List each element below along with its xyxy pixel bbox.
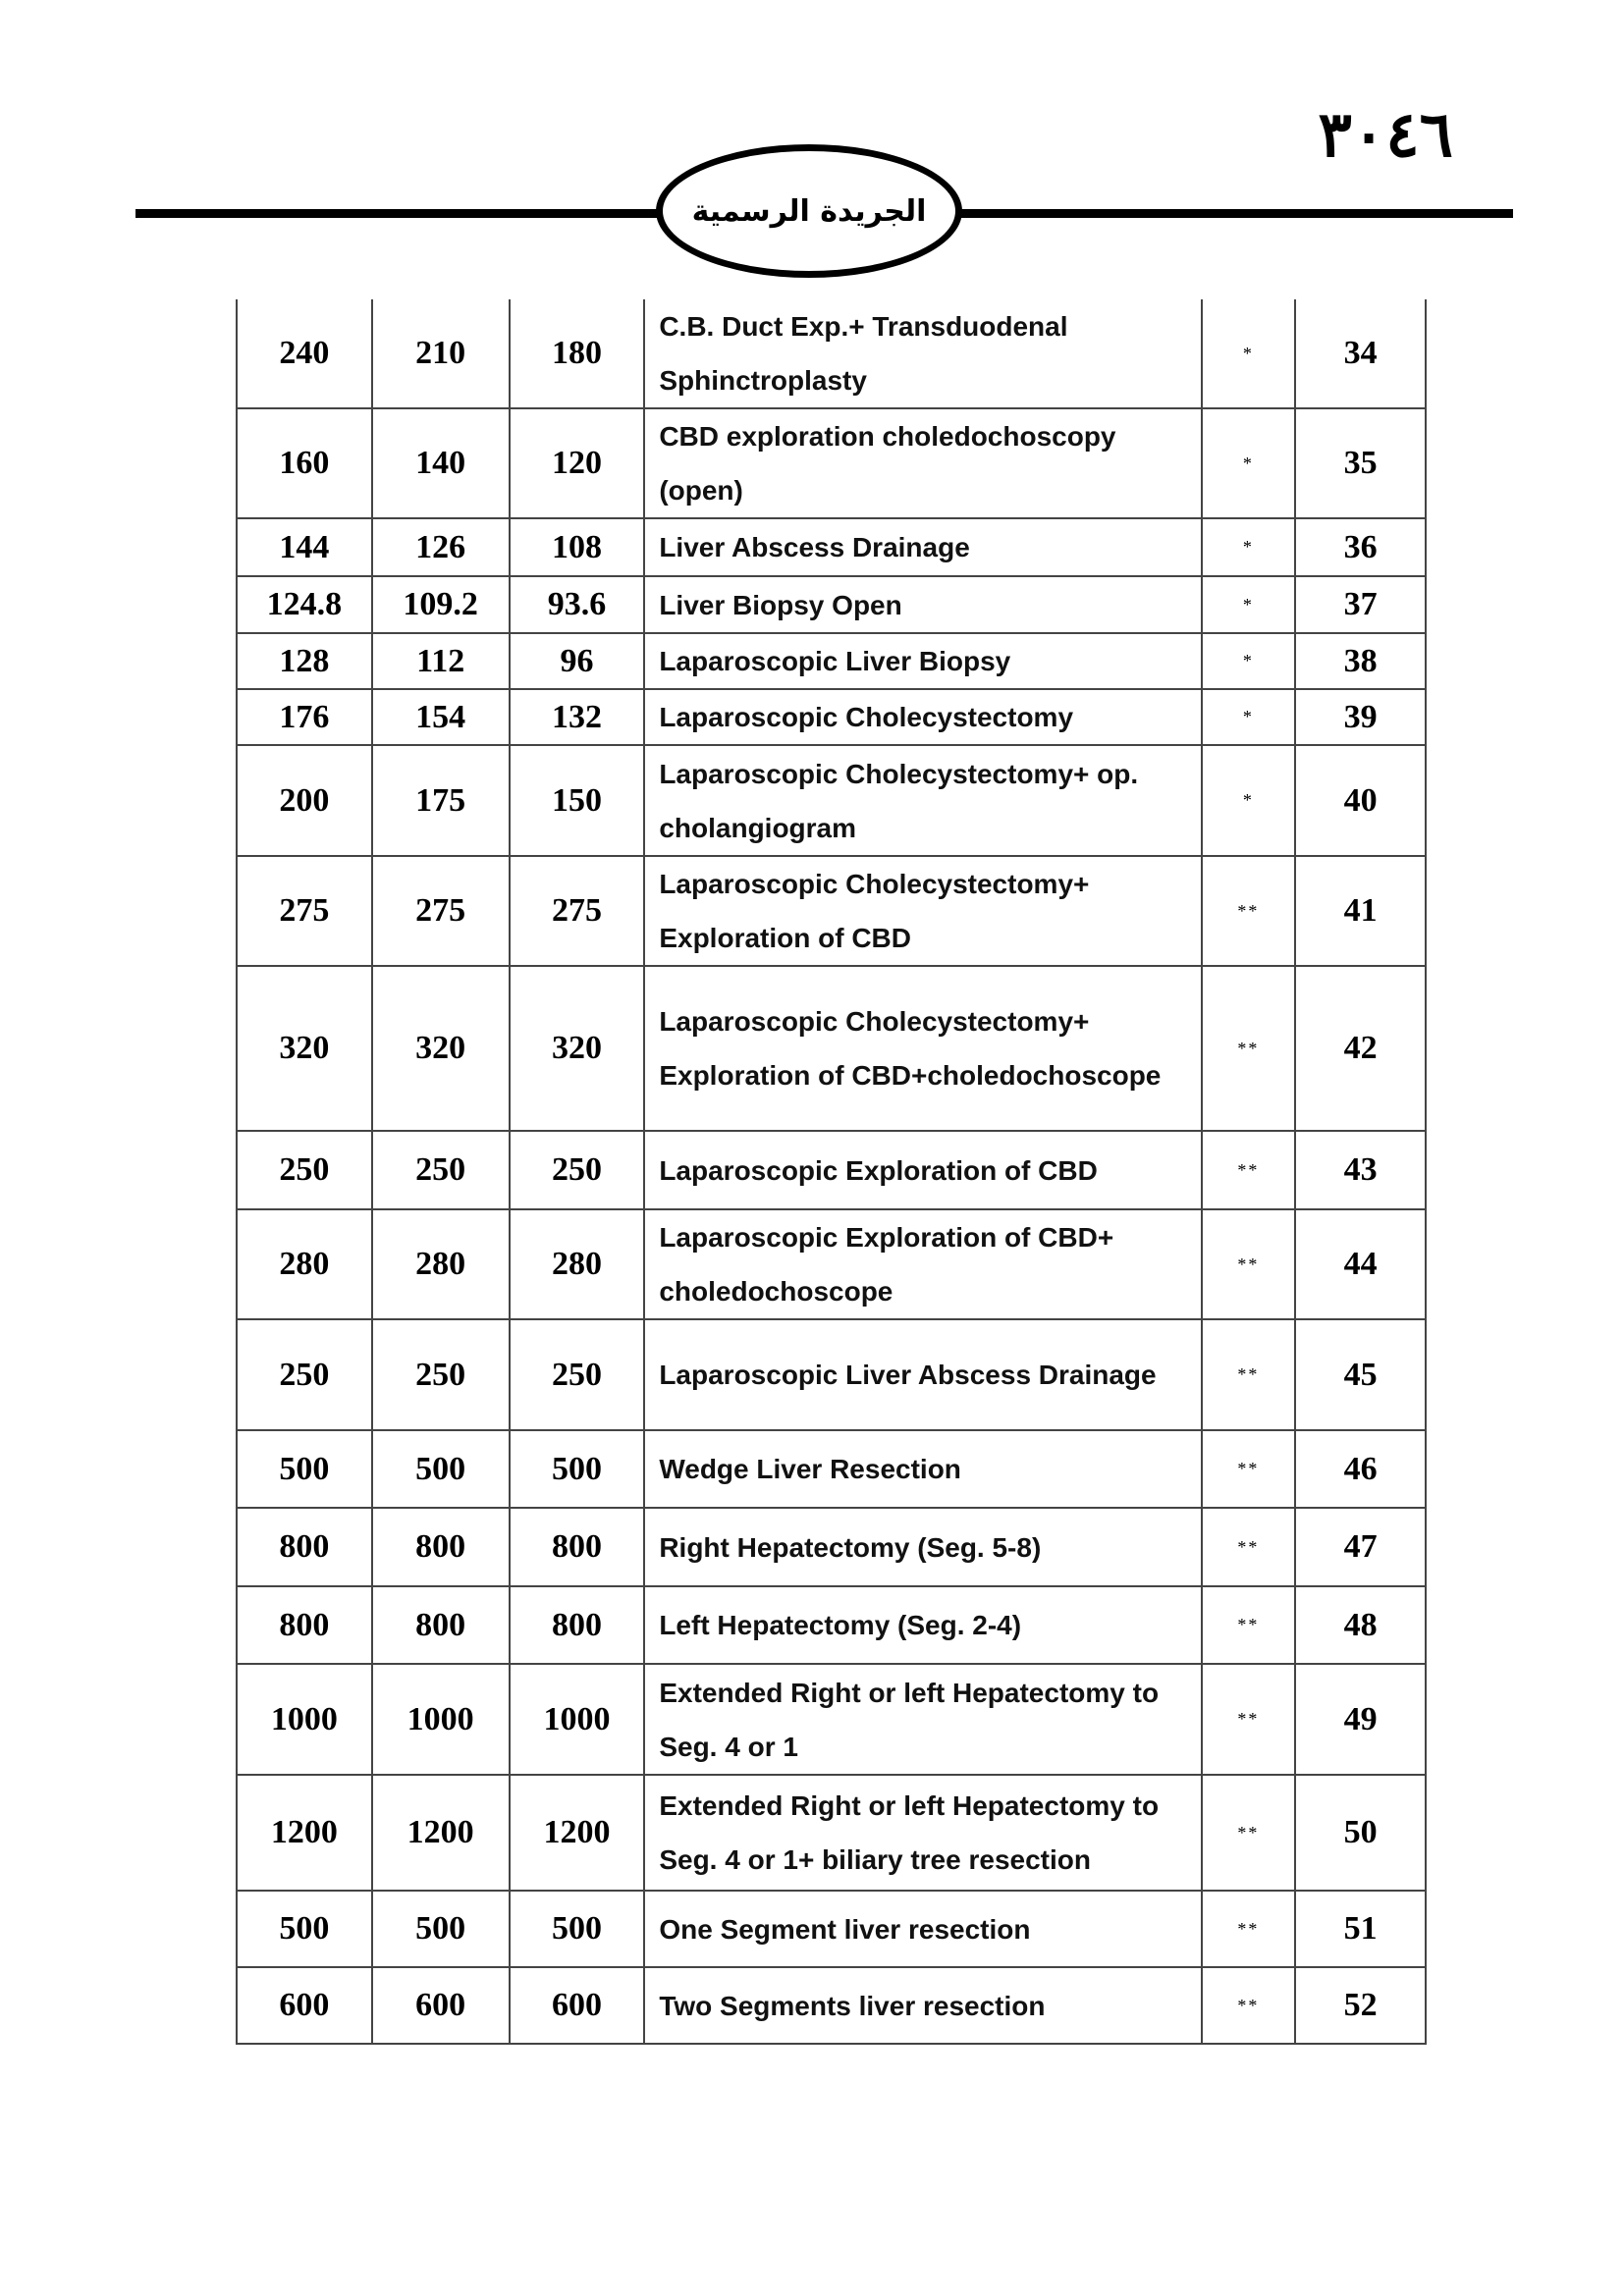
procedure-name: Liver Biopsy Open bbox=[644, 576, 1201, 633]
fee-col-3: 1000 bbox=[510, 1664, 645, 1775]
table-row bbox=[237, 408, 1426, 518]
fee-col-2: 250 bbox=[372, 1131, 510, 1209]
fee-col-3: 132 bbox=[510, 689, 645, 745]
item-number: 35 bbox=[1295, 408, 1426, 518]
fee-col-1: 124.8 bbox=[237, 576, 372, 633]
procedure-name: Extended Right or left Hepatectomy to Seg. 4 or 1+ biliary tree resection bbox=[644, 1775, 1201, 1891]
fee-col-2: 109.2 bbox=[372, 576, 510, 633]
category-mark: * bbox=[1202, 633, 1296, 689]
table-row bbox=[237, 1775, 1426, 1891]
fee-col-1: 176 bbox=[237, 689, 372, 745]
item-number: 44 bbox=[1295, 1209, 1426, 1319]
fee-col-1: 280 bbox=[237, 1209, 372, 1319]
item-number: 46 bbox=[1295, 1430, 1426, 1508]
fee-col-2: 800 bbox=[372, 1586, 510, 1664]
procedure-name: Laparoscopic Cholecystectomy+ op. cholangiogram bbox=[644, 745, 1201, 856]
fee-col-1: 600 bbox=[237, 1967, 372, 2044]
table-row bbox=[237, 1664, 1426, 1775]
item-number: 34 bbox=[1295, 299, 1426, 408]
table-row bbox=[237, 299, 1426, 408]
fee-col-2: 112 bbox=[372, 633, 510, 689]
header-rule-left bbox=[135, 209, 666, 218]
fee-col-3: 1200 bbox=[510, 1775, 645, 1891]
table-row bbox=[237, 966, 1426, 1131]
category-mark: ** bbox=[1202, 1430, 1296, 1508]
fee-col-1: 250 bbox=[237, 1131, 372, 1209]
procedure-name: Liver Abscess Drainage bbox=[644, 518, 1201, 576]
item-number: 43 bbox=[1295, 1131, 1426, 1209]
table-row bbox=[237, 633, 1426, 689]
fee-col-2: 500 bbox=[372, 1891, 510, 1967]
fee-col-2: 210 bbox=[372, 299, 510, 408]
procedure-name: CBD exploration choledochoscopy (open) bbox=[644, 408, 1201, 518]
fee-col-1: 240 bbox=[237, 299, 372, 408]
procedure-name: Extended Right or left Hepatectomy to Seg. 4 or 1 bbox=[644, 1664, 1201, 1775]
category-mark: ** bbox=[1202, 1319, 1296, 1430]
item-number: 48 bbox=[1295, 1586, 1426, 1664]
category-mark: * bbox=[1202, 689, 1296, 745]
fee-col-2: 1200 bbox=[372, 1775, 510, 1891]
fee-col-2: 500 bbox=[372, 1430, 510, 1508]
category-mark: ** bbox=[1202, 1891, 1296, 1967]
item-number: 40 bbox=[1295, 745, 1426, 856]
gazette-title: الجريدة الرسمية bbox=[691, 193, 927, 229]
fee-col-2: 1000 bbox=[372, 1664, 510, 1775]
procedure-name: Left Hepatectomy (Seg. 2-4) bbox=[644, 1586, 1201, 1664]
category-mark: * bbox=[1202, 299, 1296, 408]
procedure-name: Two Segments liver resection bbox=[644, 1967, 1201, 2044]
fee-col-3: 500 bbox=[510, 1430, 645, 1508]
fee-col-1: 1000 bbox=[237, 1664, 372, 1775]
fee-col-1: 500 bbox=[237, 1430, 372, 1508]
fee-col-3: 108 bbox=[510, 518, 645, 576]
category-mark: ** bbox=[1202, 856, 1296, 966]
fee-col-1: 144 bbox=[237, 518, 372, 576]
category-mark: * bbox=[1202, 408, 1296, 518]
fee-col-3: 800 bbox=[510, 1508, 645, 1586]
procedure-name: Laparoscopic Exploration of CBD bbox=[644, 1131, 1201, 1209]
fee-col-3: 150 bbox=[510, 745, 645, 856]
procedure-name: C.B. Duct Exp.+ Transduodenal Sphinctroplasty bbox=[644, 299, 1201, 408]
fee-col-2: 280 bbox=[372, 1209, 510, 1319]
procedure-name: Laparoscopic Cholecystectomy bbox=[644, 689, 1201, 745]
fee-col-1: 800 bbox=[237, 1508, 372, 1586]
fee-col-1: 1200 bbox=[237, 1775, 372, 1891]
table-row bbox=[237, 1586, 1426, 1664]
item-number: 39 bbox=[1295, 689, 1426, 745]
fees-table bbox=[236, 299, 1427, 2045]
category-mark: ** bbox=[1202, 1586, 1296, 1664]
table-row bbox=[237, 689, 1426, 745]
item-number: 50 bbox=[1295, 1775, 1426, 1891]
procedure-name: One Segment liver resection bbox=[644, 1891, 1201, 1967]
fee-col-2: 250 bbox=[372, 1319, 510, 1430]
fee-col-3: 250 bbox=[510, 1131, 645, 1209]
item-number: 49 bbox=[1295, 1664, 1426, 1775]
procedure-name: Laparoscopic Exploration of CBD+ choledochoscope bbox=[644, 1209, 1201, 1319]
category-mark: * bbox=[1202, 576, 1296, 633]
fee-col-1: 128 bbox=[237, 633, 372, 689]
category-mark: ** bbox=[1202, 966, 1296, 1131]
table-row bbox=[237, 1209, 1426, 1319]
item-number: 45 bbox=[1295, 1319, 1426, 1430]
fee-col-1: 800 bbox=[237, 1586, 372, 1664]
fee-col-1: 200 bbox=[237, 745, 372, 856]
fee-col-3: 500 bbox=[510, 1891, 645, 1967]
fee-col-1: 275 bbox=[237, 856, 372, 966]
table-row bbox=[237, 745, 1426, 856]
fee-col-1: 160 bbox=[237, 408, 372, 518]
table-row bbox=[237, 1131, 1426, 1209]
fee-col-2: 320 bbox=[372, 966, 510, 1131]
table-row bbox=[237, 1319, 1426, 1430]
fee-col-2: 126 bbox=[372, 518, 510, 576]
procedure-name: Laparoscopic Liver Abscess Drainage bbox=[644, 1319, 1201, 1430]
category-mark: ** bbox=[1202, 1131, 1296, 1209]
table-row bbox=[237, 1967, 1426, 2044]
category-mark: * bbox=[1202, 518, 1296, 576]
category-mark: ** bbox=[1202, 1967, 1296, 2044]
item-number: 38 bbox=[1295, 633, 1426, 689]
fee-col-3: 320 bbox=[510, 966, 645, 1131]
fee-col-3: 600 bbox=[510, 1967, 645, 2044]
fee-col-1: 250 bbox=[237, 1319, 372, 1430]
fee-col-3: 280 bbox=[510, 1209, 645, 1319]
fee-col-2: 800 bbox=[372, 1508, 510, 1586]
fee-col-2: 275 bbox=[372, 856, 510, 966]
fee-col-3: 800 bbox=[510, 1586, 645, 1664]
header-rule-right bbox=[952, 209, 1513, 218]
category-mark: ** bbox=[1202, 1775, 1296, 1891]
fee-col-3: 275 bbox=[510, 856, 645, 966]
item-number: 41 bbox=[1295, 856, 1426, 966]
fee-col-3: 250 bbox=[510, 1319, 645, 1430]
procedure-name: Wedge Liver Resection bbox=[644, 1430, 1201, 1508]
category-mark: ** bbox=[1202, 1664, 1296, 1775]
item-number: 42 bbox=[1295, 966, 1426, 1131]
fee-col-1: 500 bbox=[237, 1891, 372, 1967]
page-number: ٣٠٤٦ bbox=[1318, 98, 1453, 172]
category-mark: * bbox=[1202, 745, 1296, 856]
table-row bbox=[237, 1430, 1426, 1508]
category-mark: ** bbox=[1202, 1209, 1296, 1319]
procedure-name: Laparoscopic Liver Biopsy bbox=[644, 633, 1201, 689]
table-row bbox=[237, 576, 1426, 633]
category-mark: ** bbox=[1202, 1508, 1296, 1586]
fee-col-3: 93.6 bbox=[510, 576, 645, 633]
fee-col-2: 175 bbox=[372, 745, 510, 856]
item-number: 52 bbox=[1295, 1967, 1426, 2044]
item-number: 51 bbox=[1295, 1891, 1426, 1967]
procedure-name: Laparoscopic Cholecystectomy+ Exploration of CBD bbox=[644, 856, 1201, 966]
fee-col-3: 96 bbox=[510, 633, 645, 689]
table-row bbox=[237, 856, 1426, 966]
fee-col-2: 154 bbox=[372, 689, 510, 745]
fee-col-2: 600 bbox=[372, 1967, 510, 2044]
table-row bbox=[237, 518, 1426, 576]
item-number: 37 bbox=[1295, 576, 1426, 633]
procedure-name: Laparoscopic Cholecystectomy+ Exploration of CBD+choledochoscope bbox=[644, 966, 1201, 1131]
item-number: 47 bbox=[1295, 1508, 1426, 1586]
fee-col-2: 140 bbox=[372, 408, 510, 518]
table-row bbox=[237, 1508, 1426, 1586]
fee-col-3: 120 bbox=[510, 408, 645, 518]
procedure-name: Right Hepatectomy (Seg. 5-8) bbox=[644, 1508, 1201, 1586]
fee-col-3: 180 bbox=[510, 299, 645, 408]
fee-col-1: 320 bbox=[237, 966, 372, 1131]
item-number: 36 bbox=[1295, 518, 1426, 576]
gazette-title-badge bbox=[656, 144, 962, 278]
table-row bbox=[237, 1891, 1426, 1967]
